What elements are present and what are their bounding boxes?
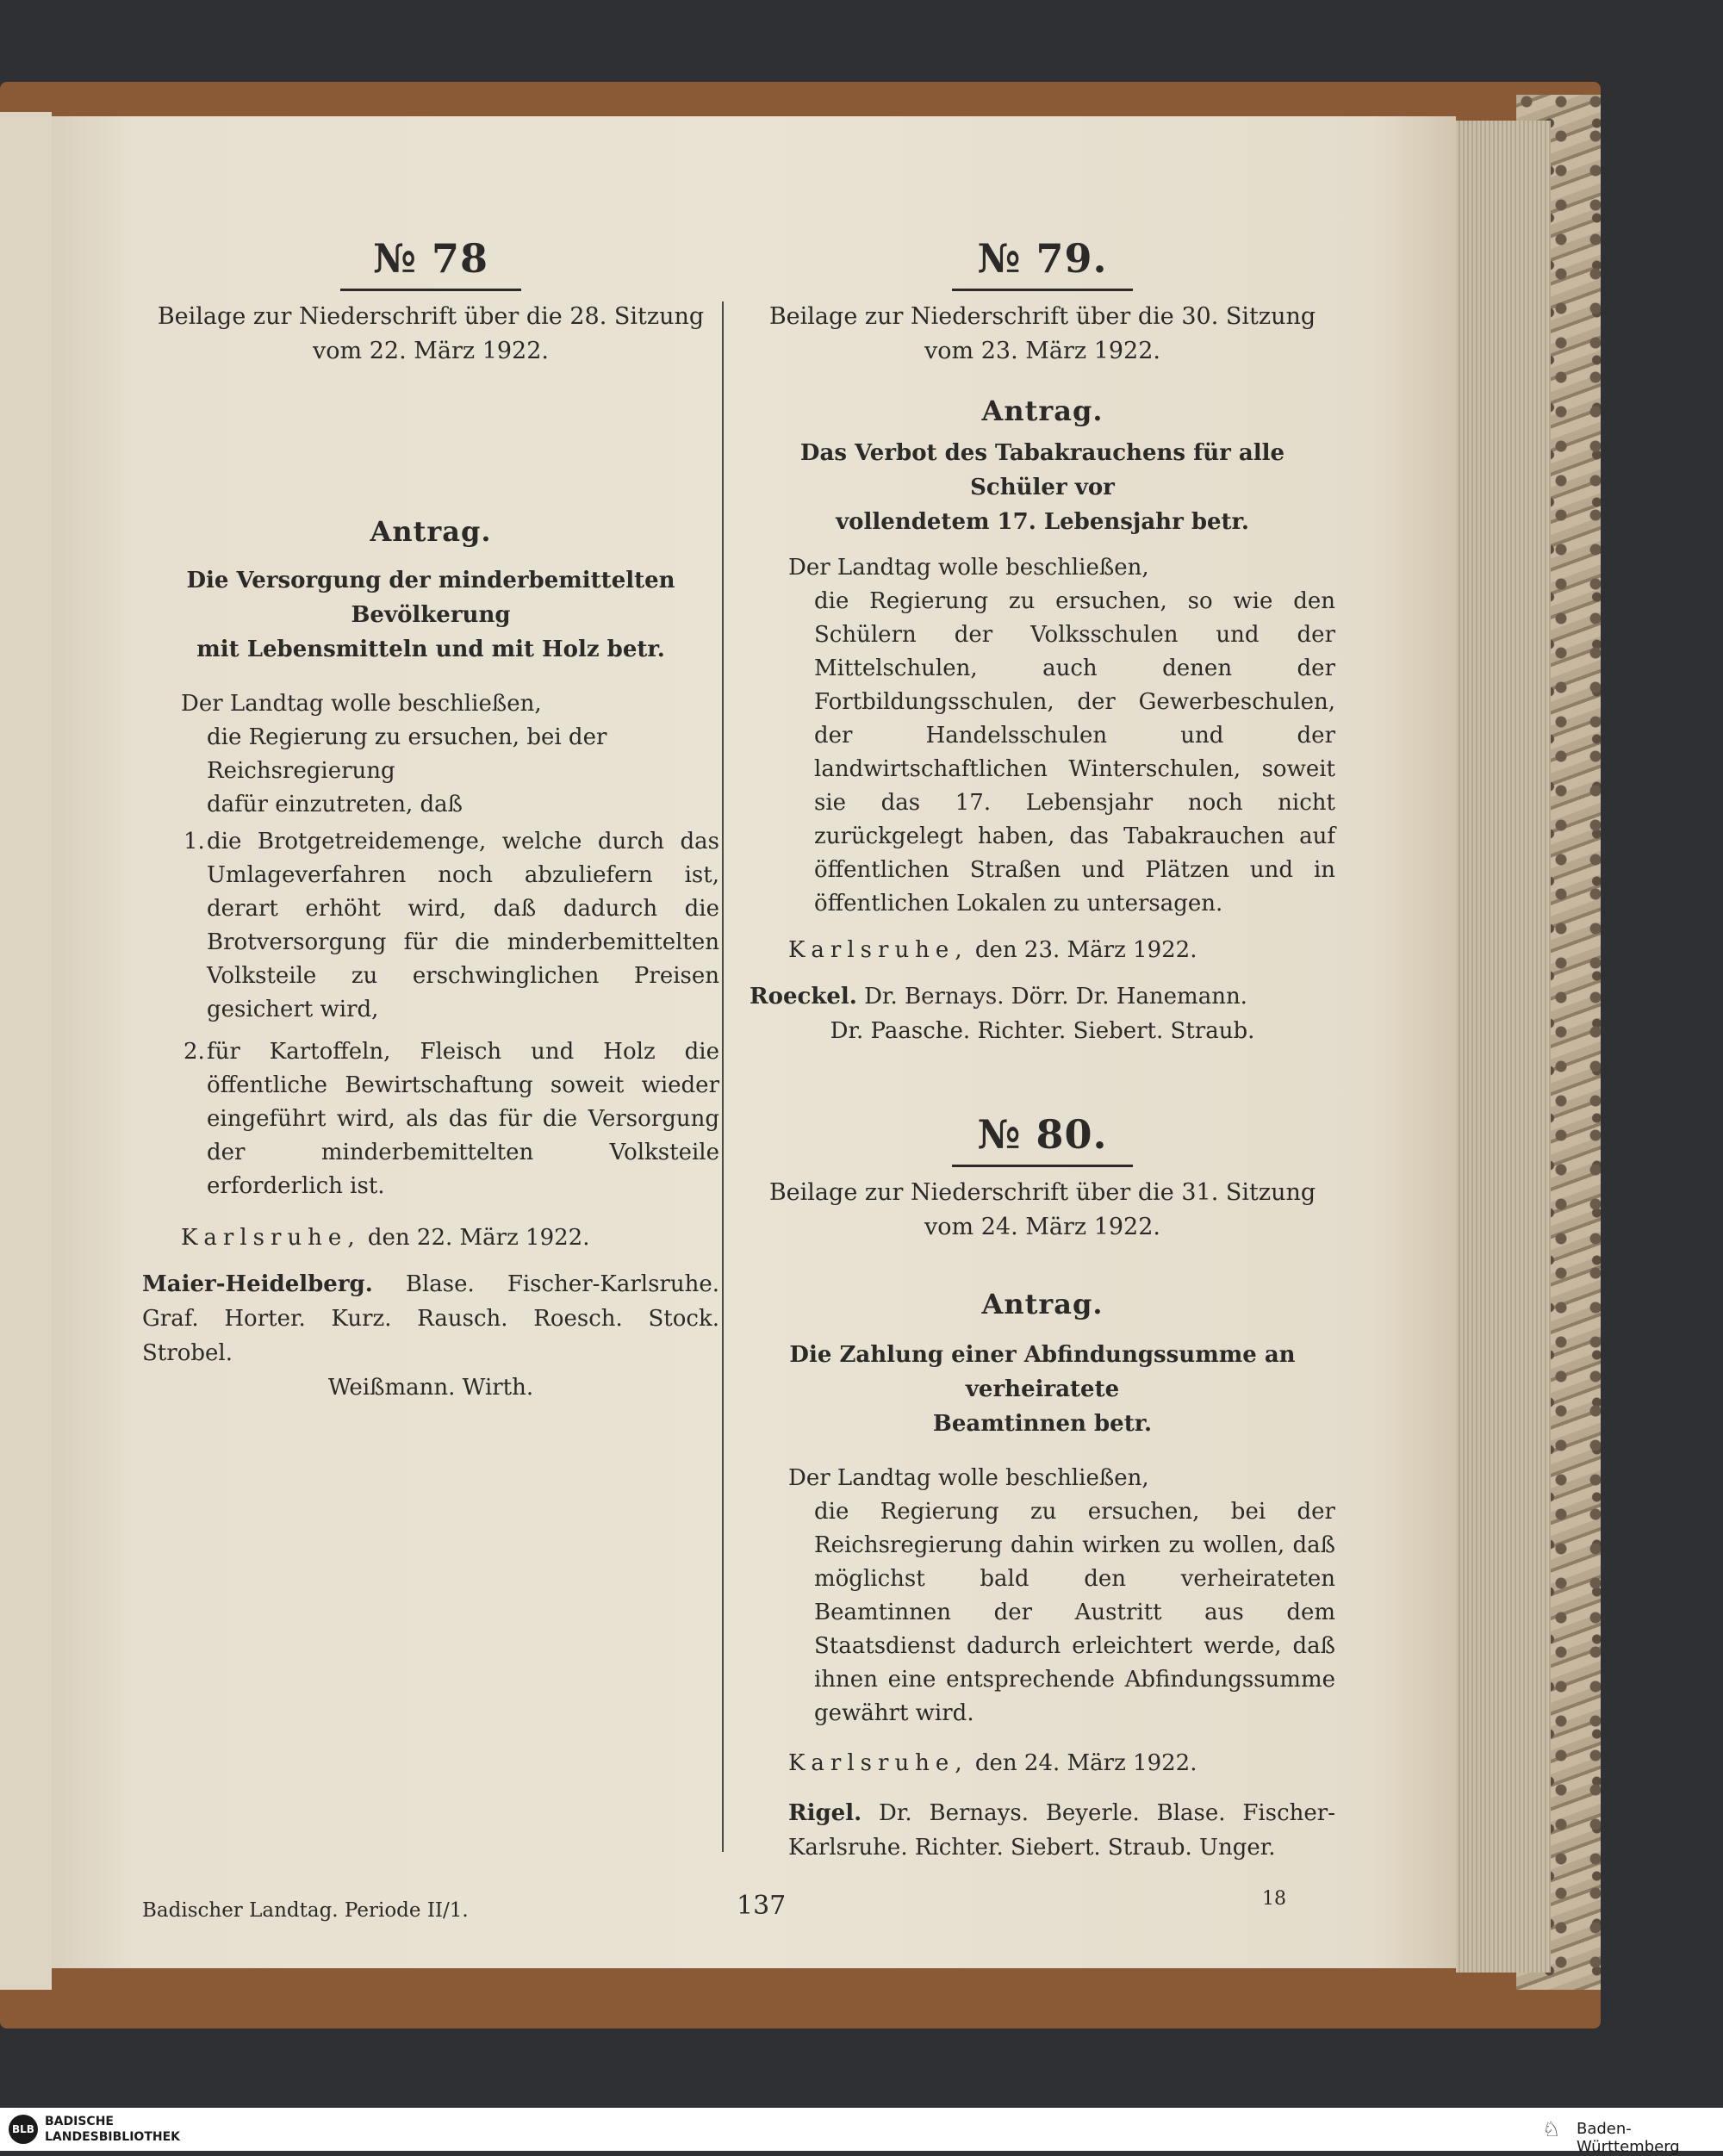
intro-line: Der Landtag wolle beschließen, <box>788 1465 1149 1491</box>
beilage-date: vom 22. März 1922. <box>313 338 549 364</box>
list-item <box>142 825 719 1027</box>
signatory-list: Dr. Bernays. Beyerle. Blase. Fischer-Karlsruhe. Richter. Siebert. Straub. Unger. <box>788 1800 1335 1861</box>
list-item-text: die Brotgetreidemenge, welche durch das Umlageverfahren noch abzuliefern ist, derart erhöht wird, daß dadurch die Brotversorgung für die minderbemittelten Volksteile zu erschwinglichen Preisen gesichert wird, <box>207 829 719 1022</box>
beilage-date: vom 23. März 1922. <box>924 338 1160 364</box>
place-date-line <box>750 933 1335 967</box>
signatories <box>750 1796 1335 1865</box>
subject-line: mit Lebensmitteln und mit Holz betr. <box>196 637 665 662</box>
antrag-heading: Antrag. <box>981 395 1104 427</box>
place: Karlsruhe, <box>181 1225 361 1251</box>
document-number-text: № 80. <box>977 1111 1108 1158</box>
list-item-number: 2. <box>183 1039 205 1065</box>
antrag-heading: Antrag. <box>370 515 492 548</box>
beilage-date: vom 24. März 1922. <box>924 1214 1160 1240</box>
subject-line: Die Zahlung einer Abfindungssumme an verheiratete <box>789 1342 1296 1402</box>
blb-name-line2: LANDESBIBLIOTHEK <box>45 2130 181 2144</box>
document-number-text: № 79. <box>977 235 1108 282</box>
place-date-line <box>142 1221 719 1255</box>
body-line: dafür einzutreten, daß <box>207 792 463 817</box>
date: den 22. März 1922. <box>367 1225 590 1251</box>
signatory-list: Blase. Fischer-Karlsruhe. Graf. Horter. Kurz. Rausch. Roesch. Stock. Strobel. <box>142 1271 720 1366</box>
column-divider <box>722 301 724 1852</box>
page-stack-edge <box>1456 121 1551 1973</box>
beilage-line: Beilage zur Niederschrift über die 30. Sitzung <box>768 303 1316 330</box>
document-79 <box>750 233 1335 1048</box>
coat-of-arms-icon: ♘ <box>1542 2117 1561 2141</box>
blb-logo-icon[interactable]: BLB <box>9 2115 38 2144</box>
signatory-list-last: Weißmann. Wirth. <box>327 1375 534 1401</box>
body-text: die Regierung zu ersuchen, bei der Reichsregierung dahin wirken zu wollen, daß möglichst bald den verheirateten Beamtinnen der Austritt aus dem Staatsdienst dadurch erleichtert werde, daß ihnen eine entsprechende Abfindungssumme gewährt wird. <box>814 1499 1335 1726</box>
first-signatory: Maier-Heidelberg. <box>142 1271 373 1297</box>
blb-library-name[interactable] <box>45 2114 180 2145</box>
document-78 <box>142 233 719 1405</box>
document-number-text: № 78 <box>372 235 489 282</box>
branding-bar <box>0 2108 1723 2156</box>
subject-line: vollendetem 17. Lebensjahr betr. <box>836 509 1249 535</box>
subject-line: Die Versorgung der minderbemittelten Bevölkerung <box>186 568 675 628</box>
signatories <box>750 979 1335 1014</box>
page-number: 137 <box>737 1891 787 1921</box>
list-item <box>142 1035 719 1203</box>
blb-name-line1: BADISCHE <box>45 2115 114 2128</box>
place: Karlsruhe, <box>788 937 968 963</box>
number-underline <box>952 289 1133 291</box>
document-80 <box>750 1109 1335 1865</box>
sheet-number: 18 <box>1262 1888 1286 1910</box>
footer-publication: Badischer Landtag. Periode II/1. <box>142 1899 469 1922</box>
body-text: die Regierung zu ersuchen, so wie den Schülern der Volksschulen und der Mittelschulen, auch denen der Fortbildungsschulen, der Gewerbeschulen, der Handelsschulen und der landwirtschaftlichen Winterschulen, soweit sie das 17. Lebensjahr noch nicht zurückgelegt haben, das Tabakrauchen auf öffentlichen Straßen und Plätzen und in öffentlichen Lokalen zu untersagen. <box>814 588 1335 916</box>
beilage-line: Beilage zur Niederschrift über die 28. Sitzung <box>157 303 705 330</box>
list-item-number: 1. <box>183 829 205 854</box>
baden-wuerttemberg-logo[interactable]: Baden-Württemberg <box>1577 2120 1680 2156</box>
beilage-line: Beilage zur Niederschrift über die 31. Sitzung <box>768 1179 1316 1206</box>
subject-line: Beamtinnen betr. <box>932 1411 1153 1437</box>
number-underline <box>952 1165 1133 1167</box>
document-number <box>750 1109 1335 1169</box>
date: den 23. März 1922. <box>974 937 1197 963</box>
list-item-text: für Kartoffeln, Fleisch und Holz die öffentliche Bewirtschaftung soweit wieder eingeführt wird, als das für die Versorgung der minderbemittelten Volksteile erforderlich ist. <box>207 1039 719 1199</box>
number-underline <box>340 289 521 291</box>
signatory-list-last: Dr. Paasche. Richter. Siebert. Straub. <box>830 1018 1255 1044</box>
document-number <box>142 233 719 293</box>
date: den 24. März 1922. <box>974 1750 1197 1776</box>
body-line: die Regierung zu ersuchen, bei der Reichsregierung <box>207 724 607 784</box>
document-number <box>750 233 1335 293</box>
subject-line: Das Verbot des Tabakrauchens für alle Schüler vor <box>799 440 1285 500</box>
intro-line: Der Landtag wolle beschließen, <box>181 691 542 717</box>
place: Karlsruhe, <box>788 1750 968 1776</box>
intro-line: Der Landtag wolle beschließen, <box>788 555 1149 581</box>
left-page-edge <box>0 112 52 1990</box>
right-column <box>750 233 1335 1865</box>
first-signatory: Roeckel. <box>750 984 857 1010</box>
antrag-heading: Antrag. <box>981 1288 1104 1320</box>
signatories <box>142 1267 719 1370</box>
signatory-list: Dr. Bernays. Dörr. Dr. Hanemann. <box>864 984 1247 1010</box>
first-signatory: Rigel. <box>788 1800 862 1826</box>
place-date-line <box>750 1746 1335 1780</box>
